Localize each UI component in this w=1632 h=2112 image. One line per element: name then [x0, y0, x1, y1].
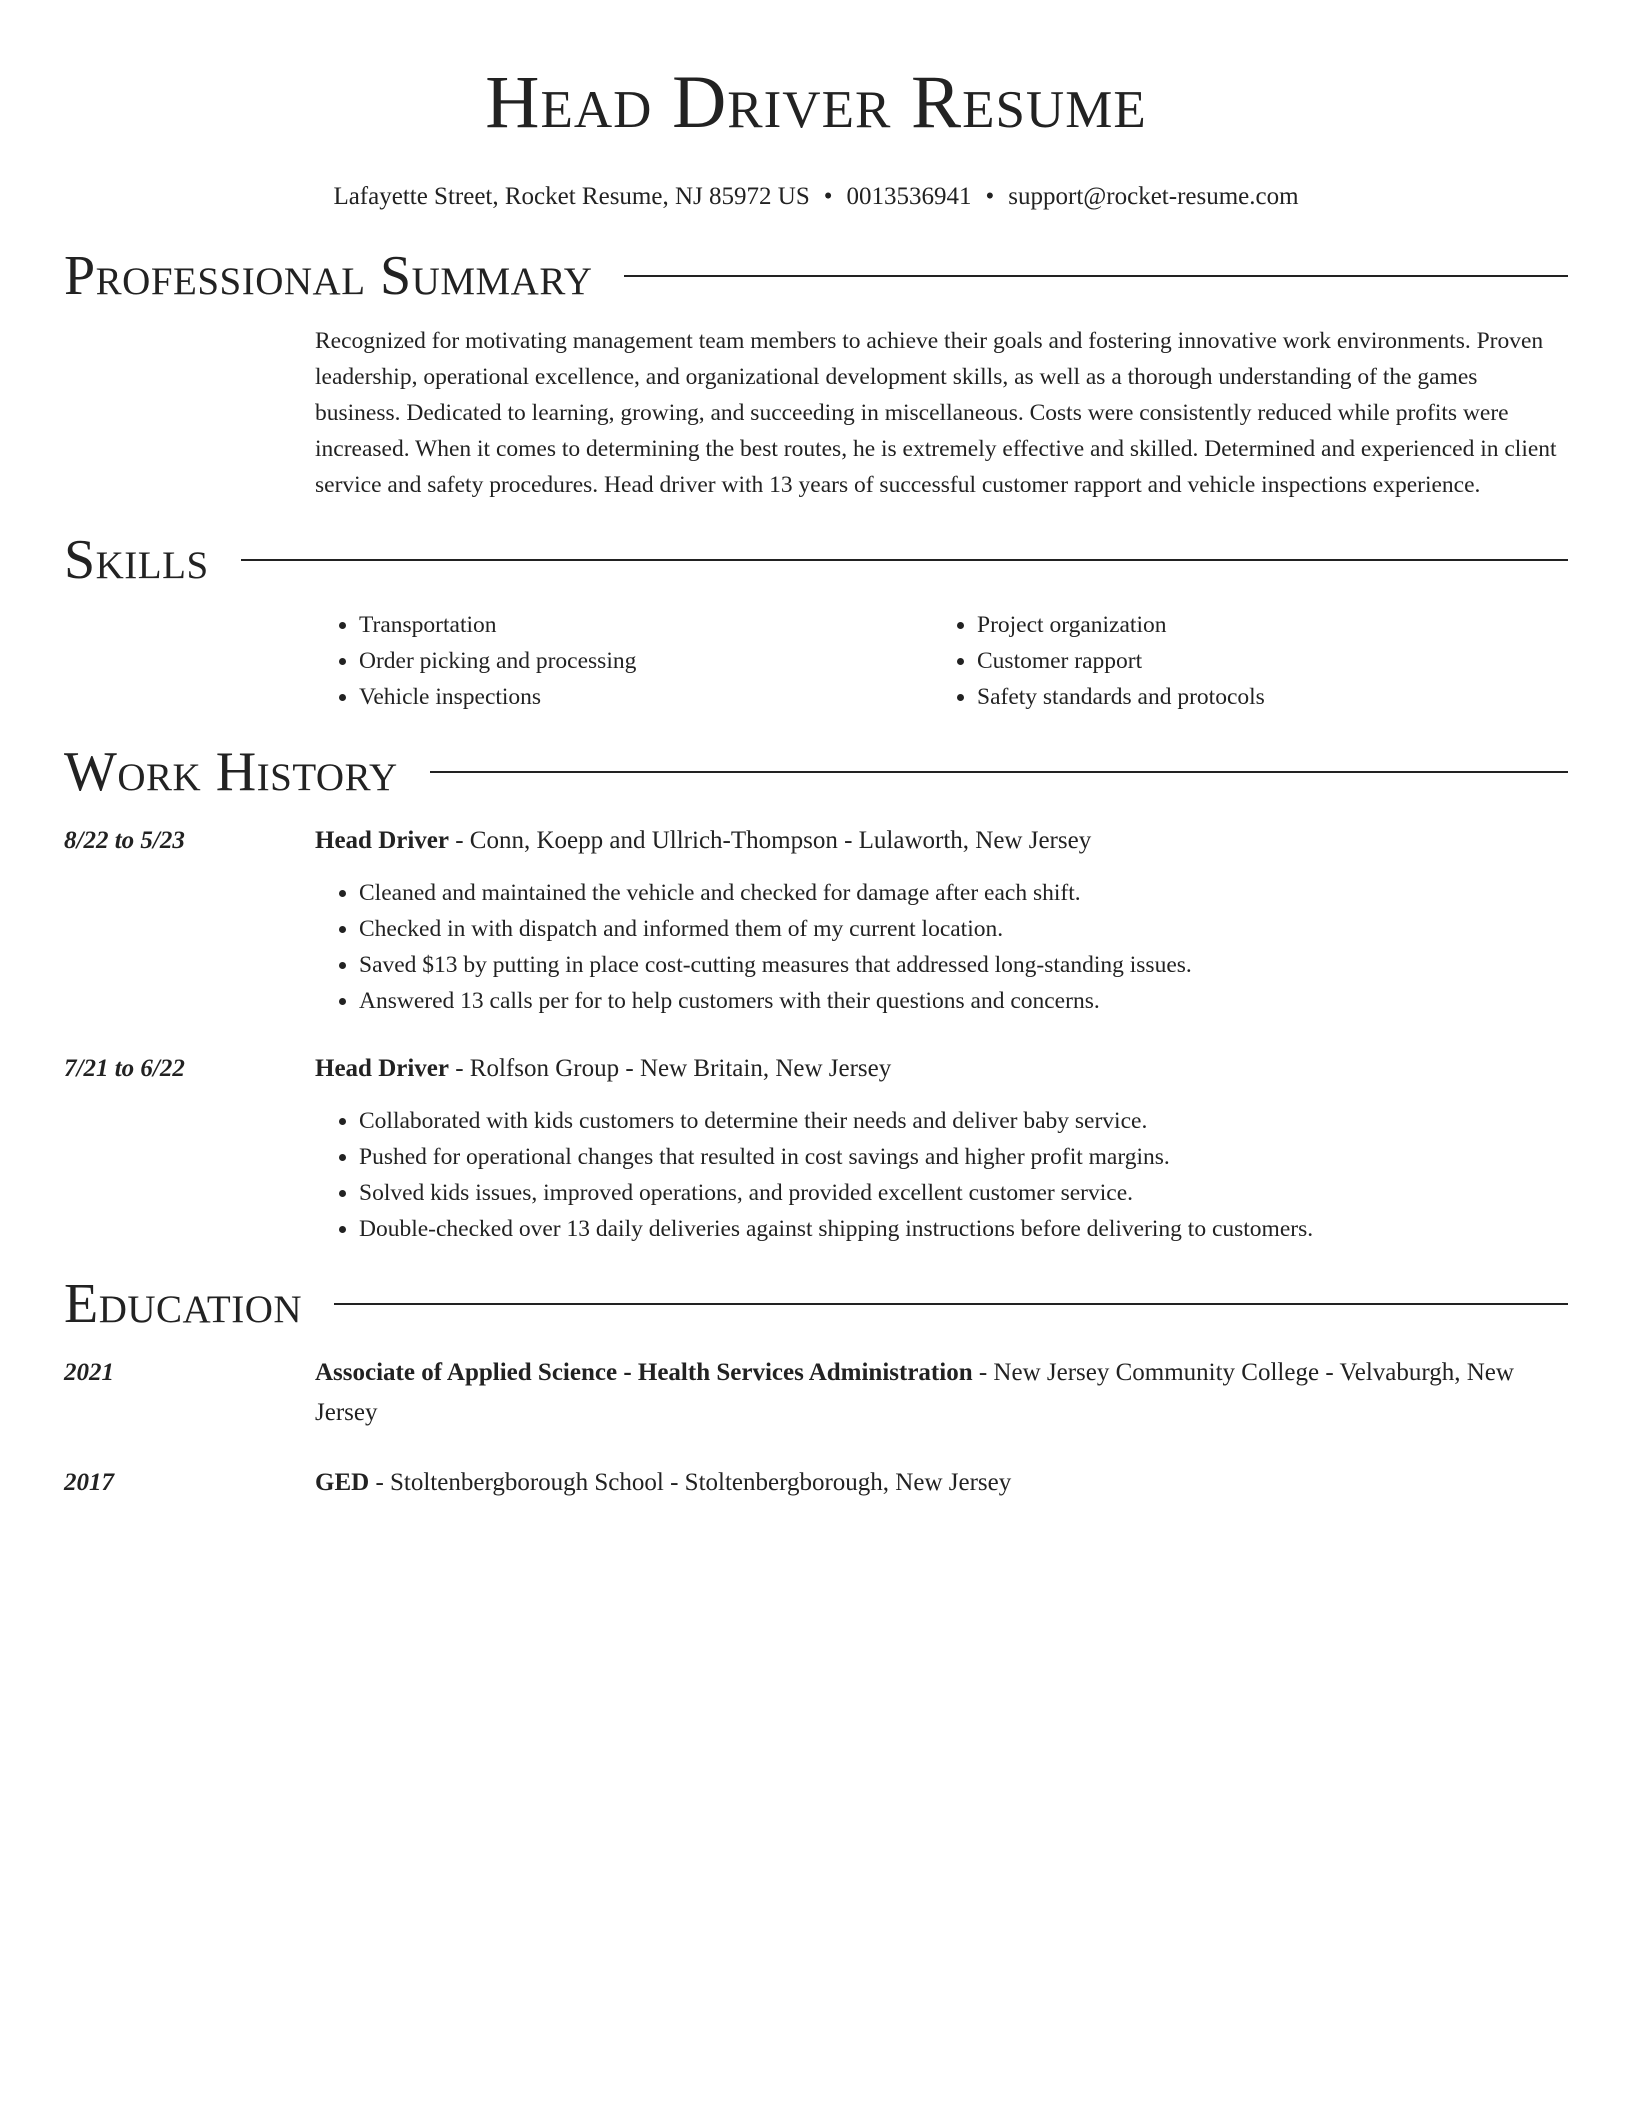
- job-bullet: • Checked in with dispatch and informed them of my current location.: [359, 911, 1568, 947]
- job-bullets: [315, 875, 1568, 1019]
- work-entry-heading: [315, 821, 1568, 861]
- work-entry: [64, 821, 1568, 1019]
- job-bullets: [315, 1103, 1568, 1247]
- school-details: - New Jersey Community College - Velvaburgh, New Jersey: [315, 1359, 1514, 1426]
- education-entry: [64, 1353, 1568, 1433]
- resume-page: [64, 0, 1568, 1503]
- work-heading: Work History: [64, 741, 398, 803]
- summary-section-header: [64, 245, 1568, 307]
- contact-phone: 0013536941: [846, 183, 972, 210]
- job-bullet: • Double-checked over 13 daily deliveries against shipping instructions before delivering to customers.: [359, 1211, 1568, 1247]
- skills-list-left: [315, 607, 933, 715]
- education-section-header: [64, 1273, 1568, 1335]
- job-bullet: • Solved kids issues, improved operations, and provided excellent customer service.: [359, 1175, 1568, 1211]
- skills-section-header: [64, 529, 1568, 591]
- skill-item: • Vehicle inspections: [359, 679, 933, 715]
- work-entry: [64, 1049, 1568, 1247]
- work-dates: 7/21 to 6/22: [64, 1055, 185, 1082]
- job-bullet: • Answered 13 calls per for to help customers with their questions and concerns.: [359, 983, 1568, 1019]
- summary-heading: Professional Summary: [64, 245, 593, 307]
- skills-body: [315, 607, 1568, 715]
- work-entry-main: [315, 821, 1568, 1019]
- job-bullet: • Pushed for operational changes that resulted in cost savings and higher profit margins.: [359, 1139, 1568, 1175]
- section-divider: [430, 771, 1568, 773]
- education-entry-main: [315, 1463, 1568, 1503]
- section-divider: [334, 1303, 1568, 1305]
- skill-item: • Order picking and processing: [359, 643, 933, 679]
- job-details: - Rolfson Group - New Britain, New Jersey: [448, 1055, 892, 1082]
- skills-heading: Skills: [64, 529, 209, 591]
- work-entry-main: [315, 1049, 1568, 1247]
- job-bullet: • Saved $13 by putting in place cost-cutting measures that addressed long-standing issues.: [359, 947, 1568, 983]
- work-entry-heading: [315, 1049, 1568, 1089]
- skills-list-right: [933, 607, 1551, 715]
- education-entry-heading: [315, 1353, 1568, 1433]
- contact-line: [64, 182, 1568, 212]
- contact-separator: •: [985, 183, 995, 210]
- job-bullet: • Collaborated with kids customers to determine their needs and deliver baby service.: [359, 1103, 1568, 1139]
- education-entry-main: [315, 1353, 1568, 1433]
- job-details: - Conn, Koepp and Ullrich-Thompson - Lulaworth, New Jersey: [448, 827, 1092, 854]
- skill-item: • Transportation: [359, 607, 933, 643]
- job-bullet: • Cleaned and maintained the vehicle and checked for damage after each shift.: [359, 875, 1568, 911]
- contact-separator: •: [823, 183, 833, 210]
- section-divider: [624, 275, 1568, 277]
- job-title: Head Driver: [315, 1055, 449, 1082]
- skills-grid: [315, 607, 1568, 715]
- skill-item: • Project organization: [977, 607, 1551, 643]
- education-year: 2021: [64, 1359, 114, 1386]
- education-year: 2017: [64, 1469, 114, 1496]
- resume-title: Head Driver Resume: [485, 61, 1147, 144]
- summary-text: Recognized for motivating management team members to achieve their goals and fostering innovative work environments. Proven leadership, operational excellence, and organizational development skills, as well as a thorough understanding of the games business. Dedicated to learning, growing, and succeeding in miscellaneous. Costs were consistently reduced while profits were increased. When it comes to determining the best routes, he is extremely effective and skilled. Determined and experienced in client service and safety procedures. Head driver with 13 years of successful customer rapport and vehicle inspections experience.: [315, 328, 1557, 498]
- job-title: Head Driver: [315, 827, 449, 854]
- contact-address: Lafayette Street, Rocket Resume, NJ 85972 US: [333, 183, 810, 210]
- education-entry: [64, 1463, 1568, 1503]
- summary-body: [315, 323, 1568, 503]
- skill-item: • Safety standards and protocols: [977, 679, 1551, 715]
- school-details: - Stoltenbergborough School - Stoltenbergborough, New Jersey: [369, 1469, 1012, 1496]
- work-section-header: [64, 741, 1568, 803]
- education-entry-heading: [315, 1463, 1568, 1503]
- skill-item: • Customer rapport: [977, 643, 1551, 679]
- work-dates: 8/22 to 5/23: [64, 827, 185, 854]
- degree-name: Associate of Applied Science - Health Services Administration: [315, 1359, 973, 1386]
- degree-name: GED: [315, 1469, 370, 1496]
- section-divider: [241, 559, 1568, 561]
- contact-email[interactable]: support@rocket-resume.com: [1008, 183, 1299, 210]
- education-heading: Education: [64, 1273, 303, 1335]
